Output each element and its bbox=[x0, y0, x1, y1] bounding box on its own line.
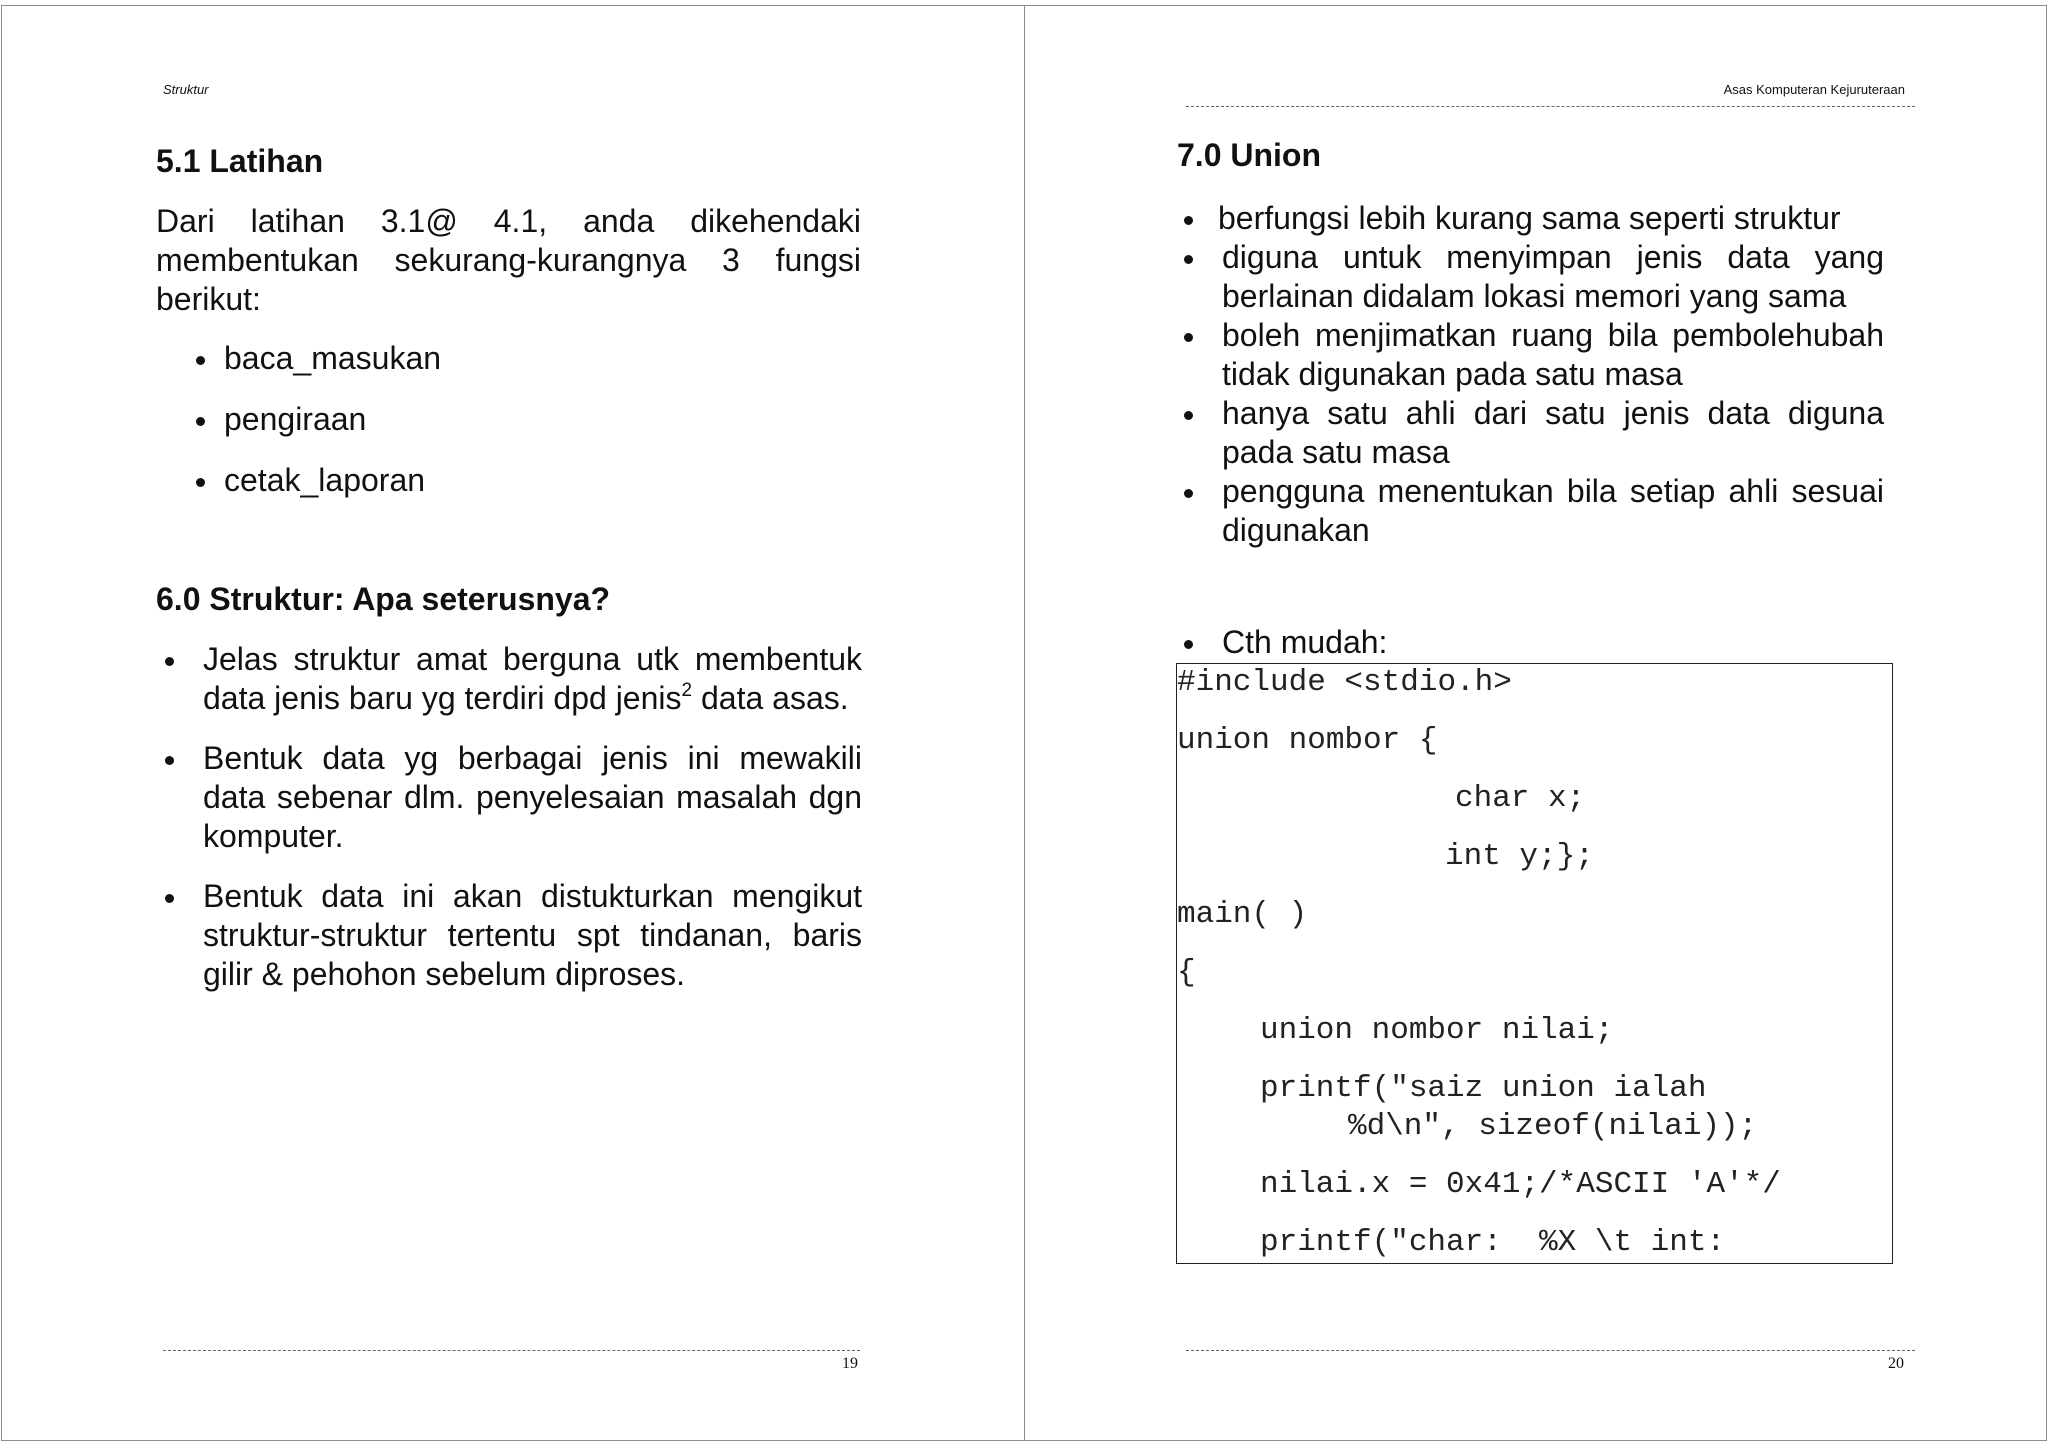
code-line-open-brace: { bbox=[1177, 955, 1196, 990]
bullet-icon bbox=[165, 657, 174, 666]
code-line-union-decl: union nombor { bbox=[1177, 723, 1438, 758]
running-head-left: Struktur bbox=[163, 82, 209, 97]
bullet-icon bbox=[1184, 640, 1193, 649]
union-bullet-1 bbox=[1184, 199, 1884, 238]
union-bullet-2 bbox=[1184, 238, 1884, 316]
code-line-include: #include <stdio.h> bbox=[1177, 665, 1512, 700]
page-19 bbox=[1, 5, 1025, 1441]
footer-divider bbox=[1186, 1350, 1915, 1351]
example-label: Cth mudah: bbox=[1222, 624, 1388, 660]
bullet-text: Bentuk data yg berbagai jenis ini mewakili data sebenar dlm. penyelesaian masalah dgn komputer. bbox=[203, 740, 862, 854]
bullet-text: hanya satu ahli dari satu jenis data diguna pada satu masa bbox=[1222, 395, 1884, 470]
bullet-icon bbox=[1184, 411, 1193, 420]
bullet-text-part: Jelas struktur amat berguna utk membentuk data jenis baru yg terdiri dpd jenis bbox=[203, 641, 862, 716]
latihan-intro-paragraph: Dari latihan 3.1@ 4.1, anda dikehendaki membentukan sekurang-kurangnya 3 fungsi berikut: bbox=[156, 203, 861, 317]
bullet-icon bbox=[196, 417, 205, 426]
header-divider bbox=[1186, 106, 1915, 107]
running-head-right: Asas Komputeran Kejuruteraan bbox=[1723, 82, 1905, 97]
bullet-icon bbox=[165, 894, 174, 903]
bullet-icon bbox=[1184, 489, 1193, 498]
bullet-icon bbox=[1184, 216, 1193, 225]
union-bullet-5 bbox=[1184, 472, 1884, 550]
struktur-bullet-1 bbox=[165, 640, 862, 718]
footer-divider bbox=[163, 1350, 860, 1351]
bullet-text: pengguna menentukan bila setiap ahli sesuai digunakan bbox=[1222, 473, 1884, 548]
struktur-bullet-3 bbox=[165, 877, 862, 994]
function-name: baca_masukan bbox=[224, 340, 442, 376]
bullet-text-part: data asas. bbox=[692, 680, 849, 716]
heading-5-1-latihan: 5.1 Latihan bbox=[156, 143, 324, 179]
union-bullet-4 bbox=[1184, 394, 1884, 472]
heading-7-0-union: 7.0 Union bbox=[1177, 137, 1322, 173]
struktur-bullet-2 bbox=[165, 739, 862, 856]
code-line-main: main( ) bbox=[1177, 897, 1308, 932]
page-number: 20 bbox=[1888, 1355, 1904, 1372]
bullet-text bbox=[203, 640, 862, 718]
code-line-printf-1a: printf("saiz union ialah bbox=[1260, 1071, 1707, 1106]
code-line-var-decl: union nombor nilai; bbox=[1260, 1013, 1614, 1048]
function-item bbox=[196, 400, 696, 461]
heading-6-0-struktur: 6.0 Struktur: Apa seterusnya? bbox=[156, 581, 611, 617]
code-line-printf-2: printf("char: %X \t int: bbox=[1260, 1225, 1726, 1260]
page-number: 19 bbox=[842, 1355, 858, 1372]
bullet-text: boleh menjimatkan ruang bila pembolehubah tidak digunakan pada satu masa bbox=[1222, 317, 1884, 392]
code-line-assign-x: nilai.x = 0x41;/*ASCII 'A'*/ bbox=[1260, 1167, 1781, 1202]
bullet-text: Bentuk data ini akan distukturkan mengikut struktur-struktur tertentu spt tindanan, baris gilir & pehohon sebelum diproses. bbox=[203, 878, 862, 992]
bullet-icon bbox=[165, 756, 174, 765]
union-bullet-list bbox=[1184, 199, 1884, 550]
superscript-2: 2 bbox=[681, 680, 693, 701]
code-line-member-int: int y;}; bbox=[1445, 839, 1594, 874]
bullet-text: diguna untuk menyimpan jenis data yang berlainan didalam lokasi memori yang sama bbox=[1222, 239, 1884, 314]
code-line-member-char: char x; bbox=[1455, 781, 1586, 816]
code-example-box bbox=[1176, 663, 1893, 1264]
function-item bbox=[196, 339, 696, 400]
bullet-icon bbox=[196, 356, 205, 365]
union-bullet-3 bbox=[1184, 316, 1884, 394]
example-label-item bbox=[1184, 623, 1884, 662]
function-list bbox=[196, 339, 696, 522]
code-line-printf-1b: %d\n", sizeof(nilai)); bbox=[1348, 1109, 1758, 1144]
function-name: pengiraan bbox=[224, 401, 367, 437]
function-item bbox=[196, 461, 696, 522]
function-name: cetak_laporan bbox=[224, 462, 426, 498]
bullet-icon bbox=[1184, 333, 1193, 342]
struktur-bullet-list bbox=[165, 640, 862, 1015]
bullet-icon bbox=[1184, 255, 1193, 264]
bullet-icon bbox=[196, 478, 205, 487]
bullet-text: berfungsi lebih kurang sama seperti struktur bbox=[1218, 200, 1841, 236]
